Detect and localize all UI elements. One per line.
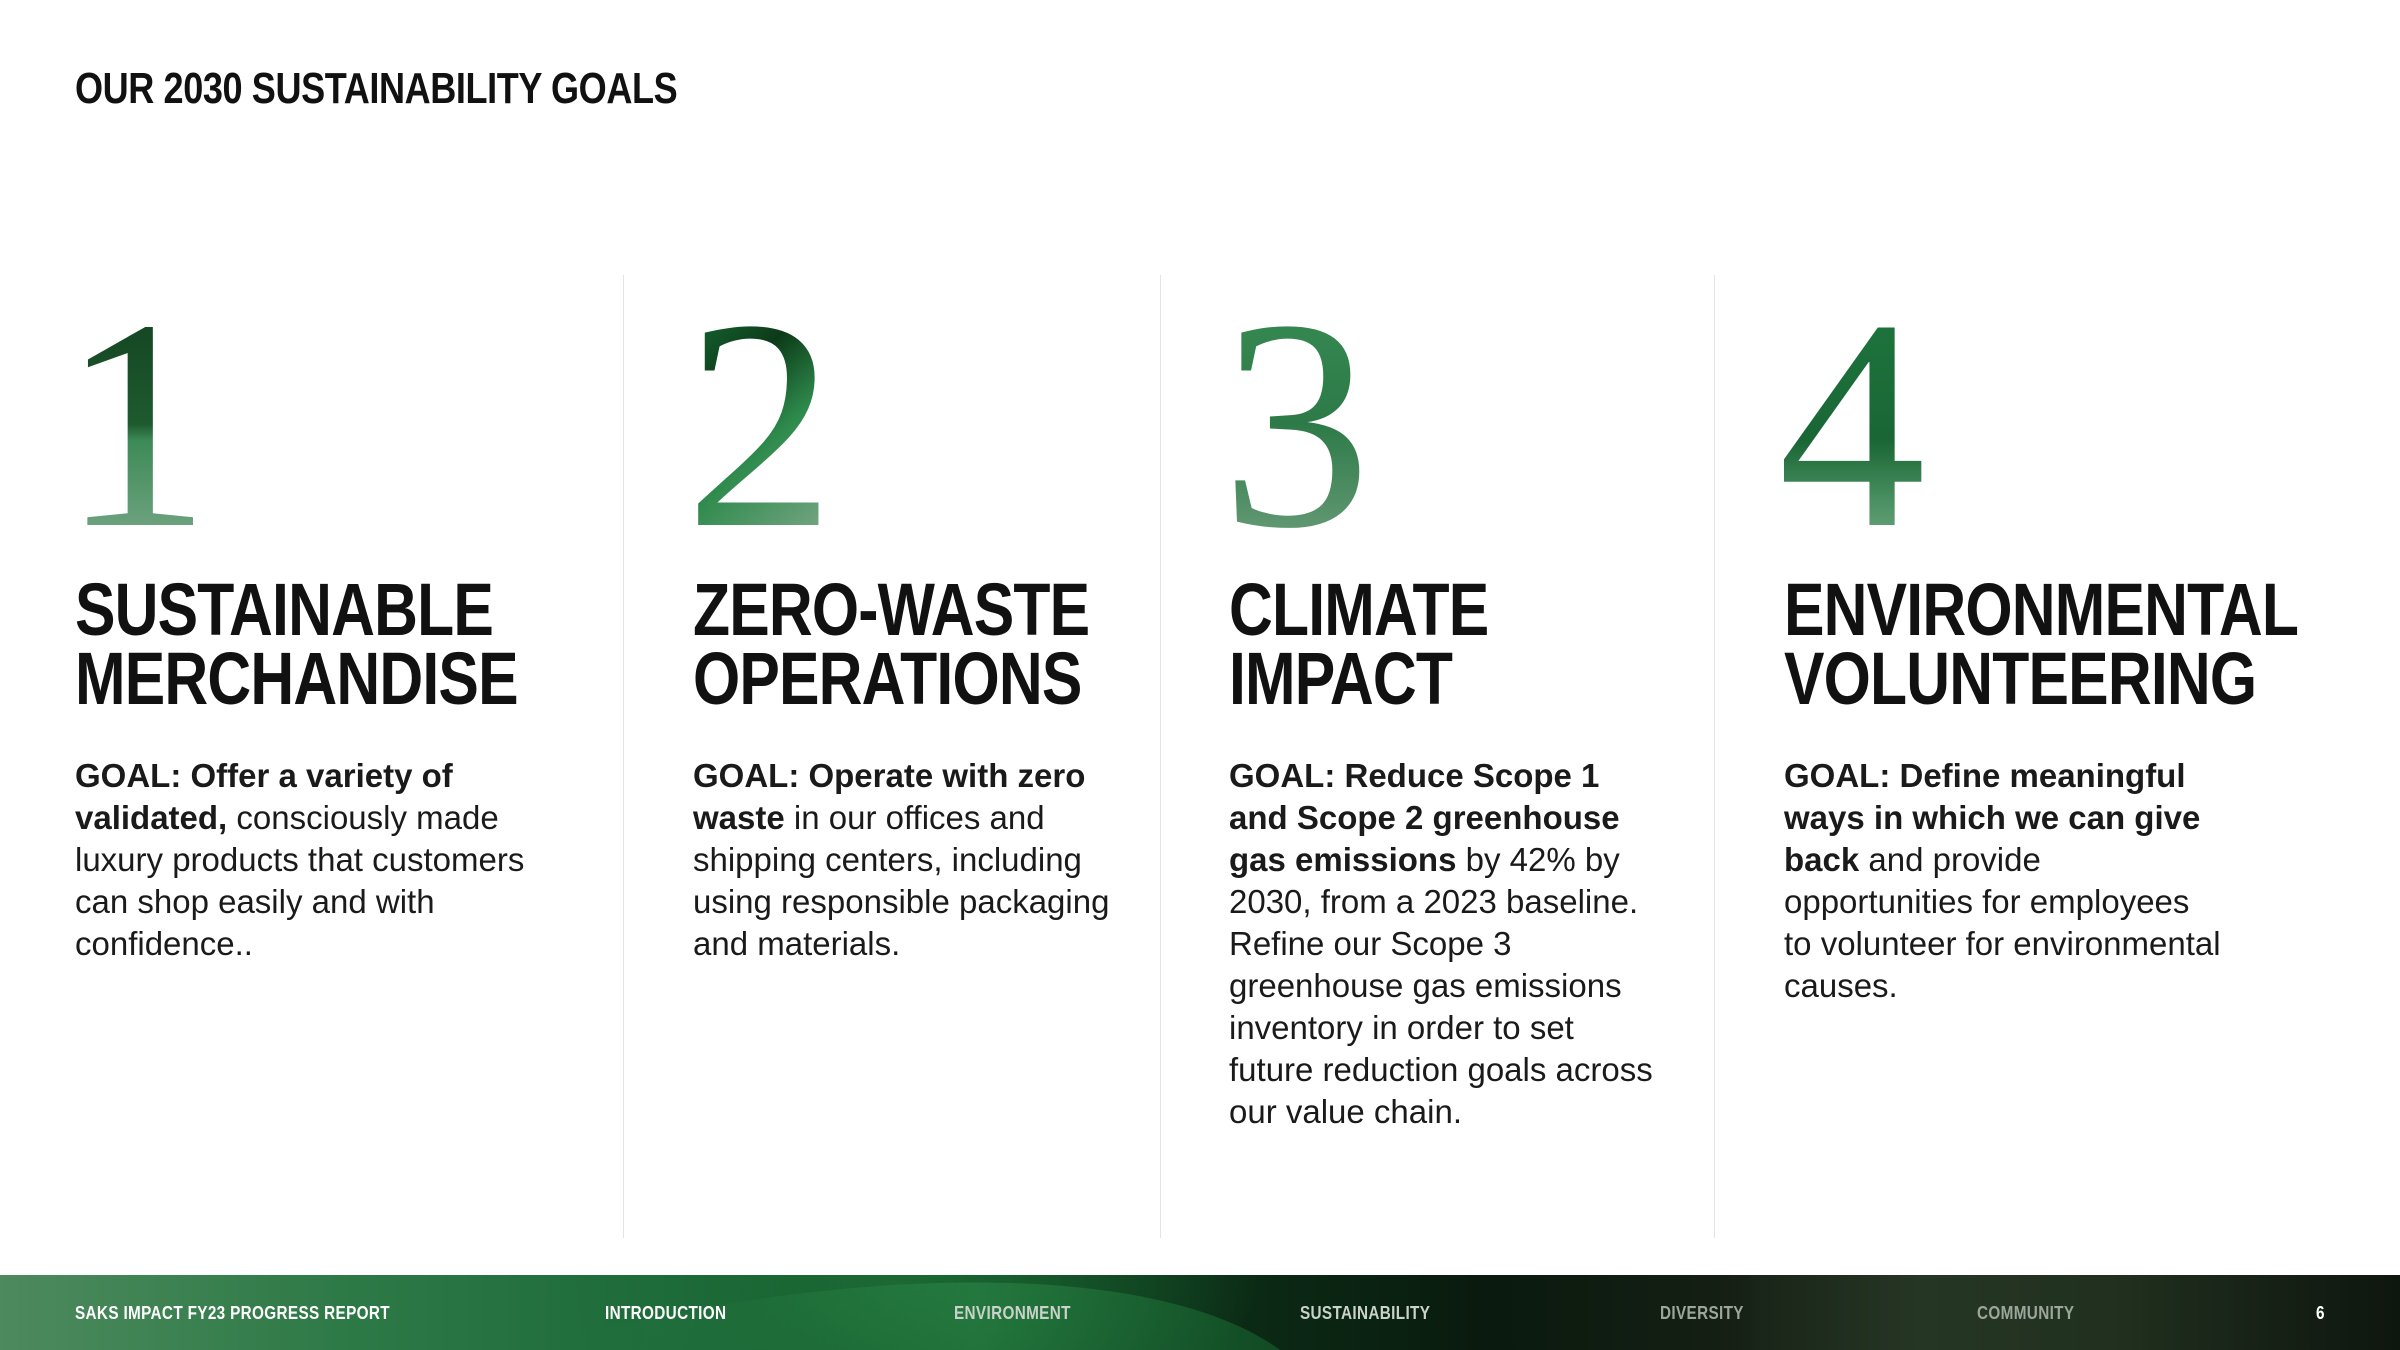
column-divider <box>1714 275 1715 1238</box>
page-number: 6 <box>2316 1303 2325 1323</box>
nav-sustainability[interactable]: SUSTAINABILITY <box>1300 1303 1431 1323</box>
goal-description-1: GOAL: Offer a variety of validated, consciously made luxury products that customers can shop easily and with confidence.. <box>75 757 525 962</box>
nav-diversity[interactable]: DIVERSITY <box>1660 1303 1744 1323</box>
nav-community[interactable]: COMMUNITY <box>1977 1303 2075 1323</box>
goal-number-4 <box>1784 280 1984 540</box>
column-divider <box>1160 275 1161 1238</box>
goal-number-2 <box>693 280 893 540</box>
goal-heading-3: CLIMATE IMPACT <box>1229 568 1489 720</box>
goal-number-1 <box>75 280 275 540</box>
footer-report-title: SAKS IMPACT FY23 PROGRESS REPORT <box>75 1303 390 1323</box>
svg-text:2: 2 <box>693 280 835 540</box>
svg-text:3: 3 <box>1229 280 1371 540</box>
svg-text:1: 1 <box>75 280 211 540</box>
goal-heading-4: ENVIRONMENTAL VOLUNTEERING <box>1784 568 2299 720</box>
goal-description-2: GOAL: Operate with zero waste in our offices and shipping centers, including using responsible packaging and materials. <box>693 757 1110 962</box>
goal-description-4: GOAL: Define meaningful ways in which we can give back and provide opportunities for employees to volunteer for environmental causes. <box>1784 757 2221 1004</box>
page-title: OUR 2030 SUSTAINABILITY GOALS <box>75 64 678 113</box>
nav-introduction[interactable]: INTRODUCTION <box>605 1303 727 1323</box>
goal-description-3: GOAL: Reduce Scope 1 and Scope 2 greenhouse gas emissions by 42% by 2030, from a 2023 baseline. Refine our Scope 3 greenhouse gas emissions inventory in order to set future reduction goals across our value chain. <box>1229 757 1653 1130</box>
footer-bar <box>0 1275 2400 1350</box>
column-divider <box>623 275 624 1238</box>
goal-heading-1: SUSTAINABLE MERCHANDISE <box>75 568 518 720</box>
goal-heading-2: ZERO-WASTE OPERATIONS <box>693 568 1090 720</box>
goal-number-3 <box>1229 280 1429 540</box>
nav-environment[interactable]: ENVIRONMENT <box>954 1303 1071 1323</box>
svg-text:4: 4 <box>1784 280 1926 540</box>
